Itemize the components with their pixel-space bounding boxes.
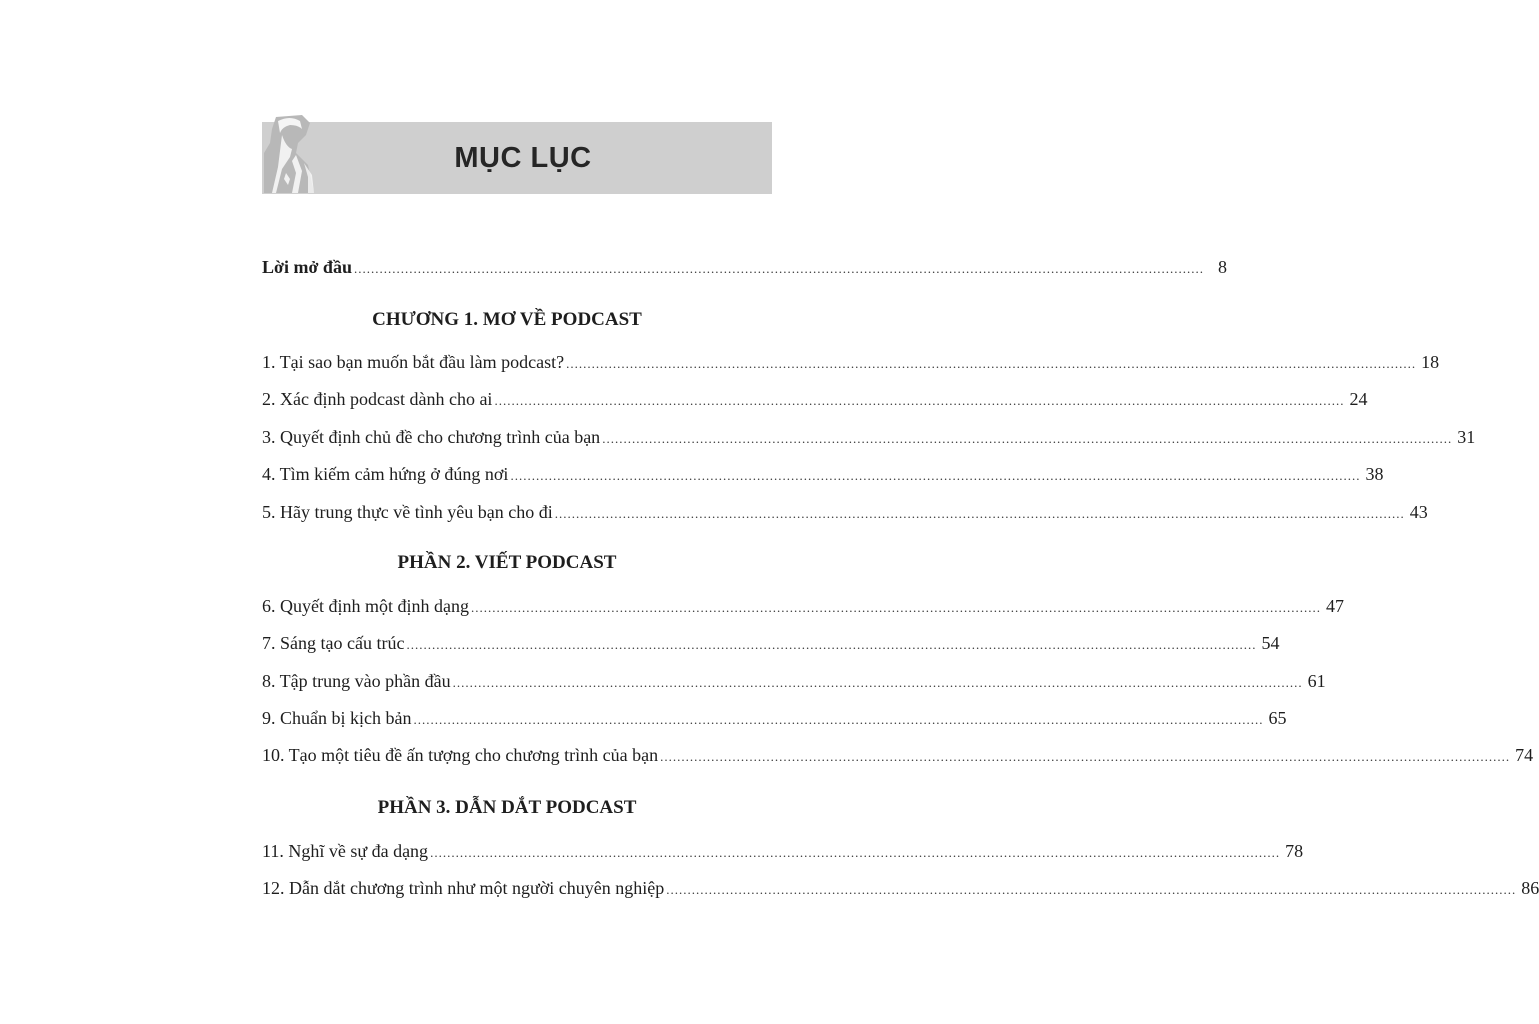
entry-page: 31	[1457, 427, 1476, 447]
entry-page: 54	[1261, 633, 1280, 653]
toc-entry[interactable]	[262, 841, 1304, 865]
section-heading-2: PHẦN 2. VIẾT PODCAST	[397, 552, 617, 573]
toc-entry[interactable]	[262, 464, 1384, 488]
leader-dots: ........................................................................................................................................................................................................	[554, 506, 1405, 521]
leader-dots: ........................................................................................................................................................................................................	[510, 468, 1361, 483]
leader-dots: ........................................................................................................................................................................................................	[406, 637, 1257, 652]
entry-page: 78	[1285, 841, 1304, 861]
toc-entry[interactable]	[262, 502, 1428, 526]
leader-dots: ........................................................................................................................................................................................................	[660, 749, 1511, 764]
entry-title: 12. Dẫn dắt chương trình như một người chuyên nghiệp	[262, 878, 665, 898]
entry-page: 61	[1307, 671, 1326, 691]
toc-entry[interactable]	[262, 596, 1344, 620]
toc-entry[interactable]	[262, 427, 1476, 451]
leader-dots: ........................................................................................................................................................................................................	[452, 675, 1303, 690]
entry-page: 18	[1421, 352, 1440, 372]
entry-title: 11. Nghĩ về sự đa dạng	[262, 841, 429, 861]
leader-dots: ........................................................................................................................................................................................................	[602, 431, 1453, 446]
toc-entry[interactable]	[262, 633, 1280, 657]
section-heading-3: PHẦN 3. DẪN DẮT PODCAST	[377, 797, 637, 818]
entry-page: 65	[1268, 708, 1287, 728]
entry-page: 74	[1515, 745, 1534, 765]
entry-page: 47	[1325, 596, 1344, 616]
leader-dots: ........................................................................................................................................................................................................	[470, 600, 1321, 615]
page-title: MỤC LỤC	[454, 142, 592, 174]
entry-title: Lời mở đầu	[262, 257, 352, 277]
toc-entry[interactable]	[262, 352, 1440, 376]
toc-entry-preface[interactable]	[262, 257, 1227, 281]
entry-title: 8. Tập trung vào phần đầu	[262, 671, 451, 691]
entry-page: 38	[1365, 464, 1384, 484]
toc-entry[interactable]	[262, 878, 1539, 902]
toc-entry[interactable]	[262, 708, 1287, 732]
entry-page: 8	[1217, 257, 1227, 277]
entry-title: 4. Tìm kiếm cảm hứng ở đúng nơi	[262, 464, 509, 484]
entry-title: 6. Quyết định một định dạng	[262, 596, 469, 616]
entry-title: 1. Tại sao bạn muốn bắt đầu làm podcast?	[262, 352, 565, 372]
section-heading-1: CHƯƠNG 1. MƠ VỀ PODCAST	[372, 309, 642, 330]
leader-dots: ........................................................................................................................................................................................................	[494, 393, 1345, 408]
entry-title: 10. Tạo một tiêu đề ấn tượng cho chương trình của bạn	[262, 745, 659, 765]
entry-title: 9. Chuẩn bị kịch bản	[262, 708, 412, 728]
leader-dots: ........................................................................................................................................................................................................	[353, 261, 1204, 276]
leader-dots: ........................................................................................................................................................................................................	[413, 712, 1264, 727]
entry-title: 7. Sáng tạo cấu trúc	[262, 633, 405, 653]
entry-page: 24	[1349, 389, 1368, 409]
entry-title: 3. Quyết định chủ đề cho chương trình của bạn	[262, 427, 601, 447]
toc-entry[interactable]	[262, 745, 1534, 769]
entry-page: 86	[1521, 878, 1539, 898]
toc-header-banner	[262, 113, 772, 195]
leader-dots: ........................................................................................................................................................................................................	[430, 845, 1281, 860]
leader-dots: ........................................................................................................................................................................................................	[666, 882, 1517, 897]
entry-title: 5. Hãy trung thực về tình yêu bạn cho đi	[262, 502, 553, 522]
toc-entry[interactable]	[262, 671, 1326, 695]
entry-title: 2. Xác định podcast dành cho ai	[262, 389, 493, 409]
entry-page: 43	[1409, 502, 1428, 522]
leader-dots: ........................................................................................................................................................................................................	[566, 356, 1417, 371]
toc-entry[interactable]	[262, 389, 1368, 413]
